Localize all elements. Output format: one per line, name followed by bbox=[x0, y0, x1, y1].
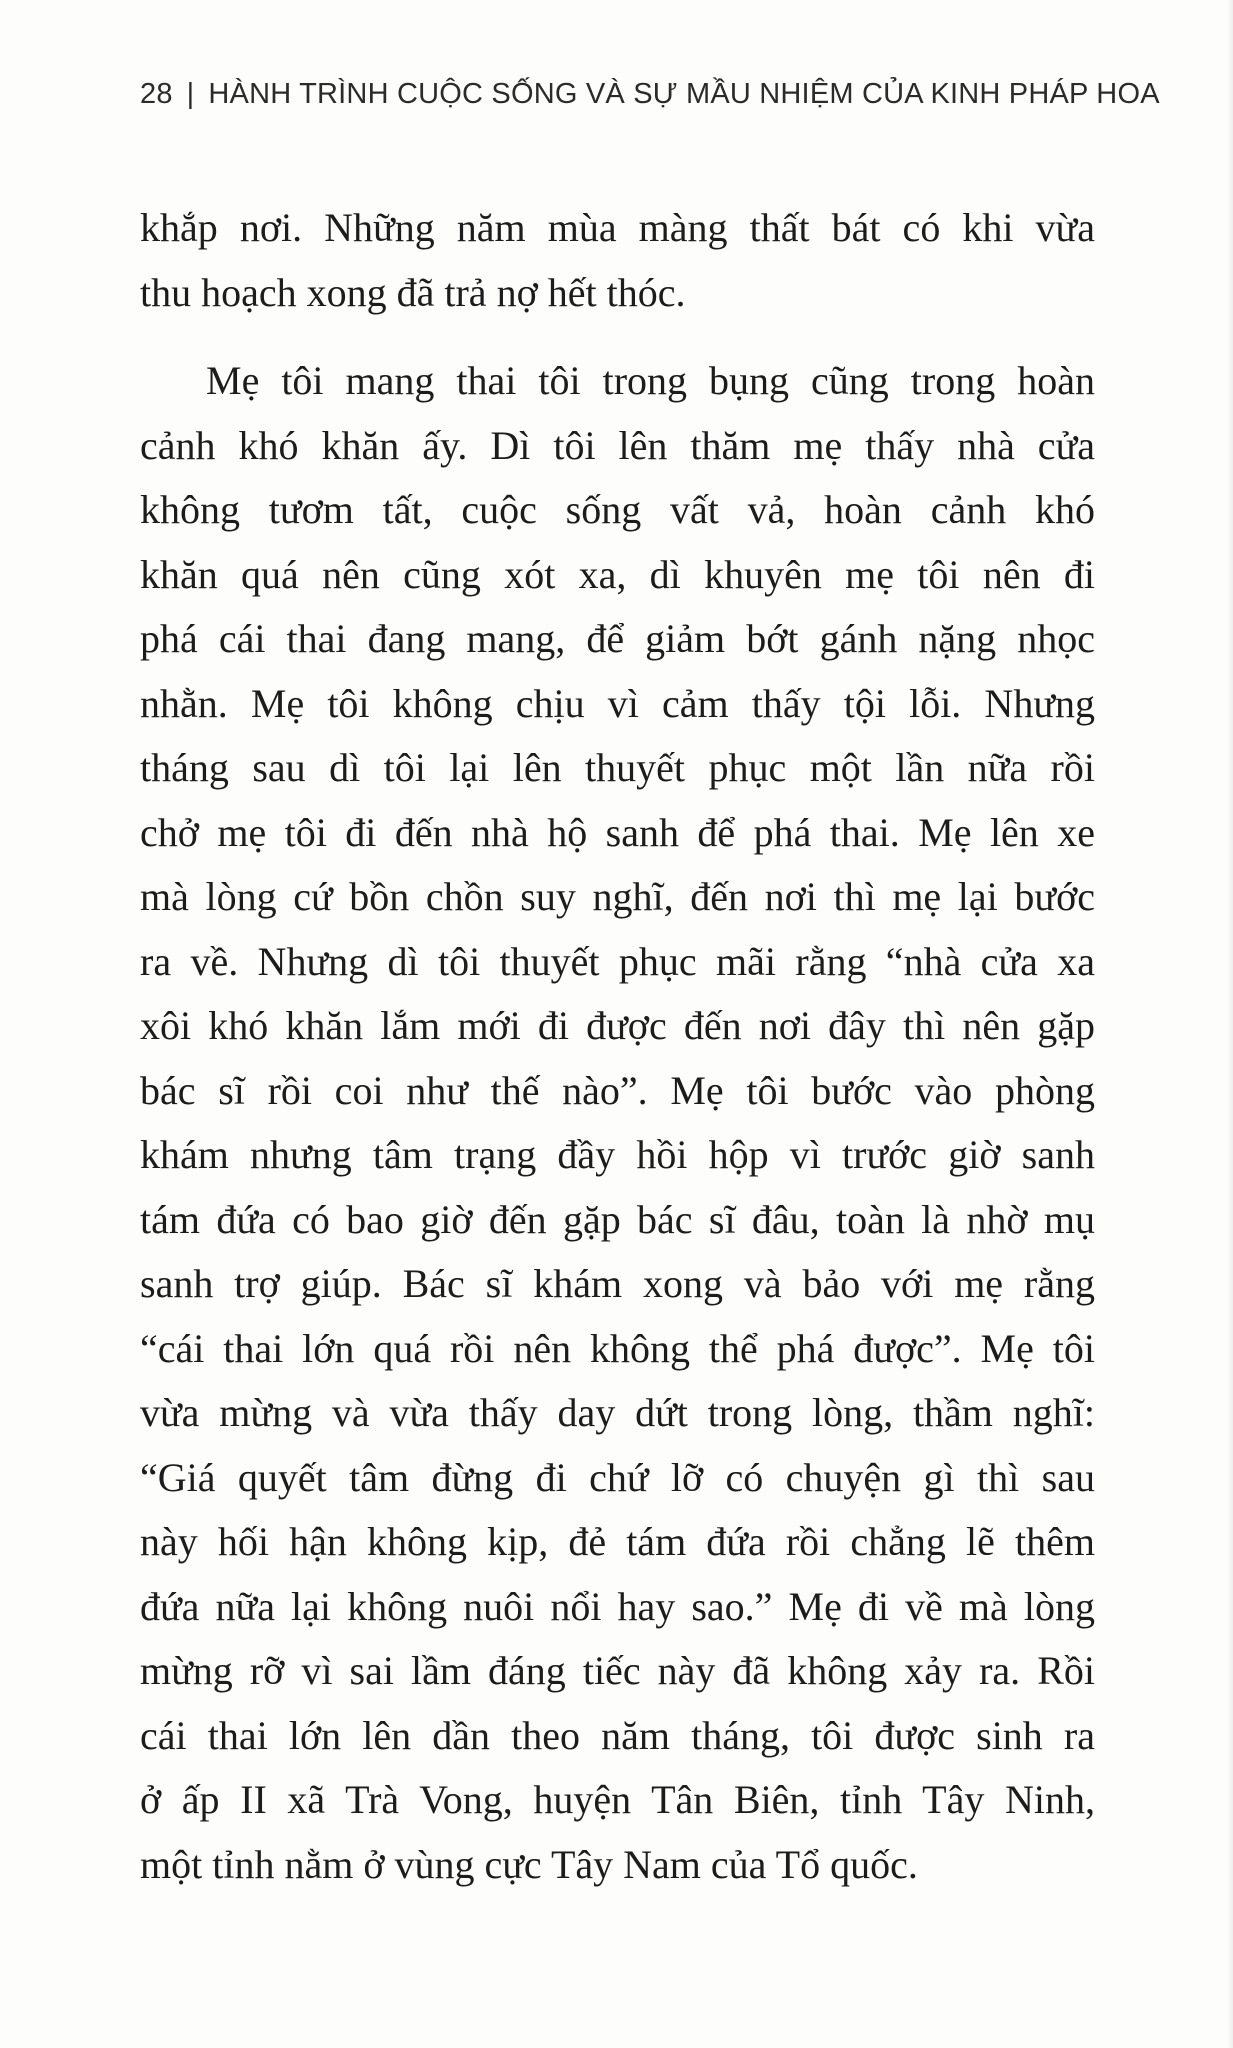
text-line: khám nhưng tâm trạng đầy hồi hộp vì trước giờ sanh bbox=[140, 1132, 1095, 1177]
header-separator: | bbox=[186, 78, 195, 110]
text-line: mừng rỡ vì sai lầm đáng tiếc này đã không xảy ra. Rồi bbox=[140, 1648, 1095, 1693]
body-text bbox=[140, 196, 1095, 1897]
text-line: cảnh khó khăn ấy. Dì tôi lên thăm mẹ thấy nhà cửa bbox=[140, 422, 1095, 468]
text-line: nhằn. Mẹ tôi không chịu vì cảm thấy tội lỗi. Nhưng bbox=[140, 680, 1095, 726]
text-line: đứa nữa lại không nuôi nổi hay sao.” Mẹ đi về mà lòng bbox=[140, 1583, 1095, 1629]
text-line: một tỉnh nằm ở vùng cực Tây Nam của Tổ quốc. bbox=[140, 1841, 918, 1887]
paragraph-1 bbox=[140, 196, 1095, 325]
text-line: khăn quá nên cũng xót xa, dì khuyên mẹ tôi nên đi bbox=[140, 551, 1095, 597]
paragraph-2 bbox=[140, 349, 1095, 1897]
text-line: chở mẹ tôi đi đến nhà hộ sanh để phá thai. Mẹ lên xe bbox=[140, 809, 1095, 855]
text-line: thu hoạch xong đã trả nợ hết thóc. bbox=[140, 269, 686, 315]
text-line: khắp nơi. Những năm mùa màng thất bát có khi vừa bbox=[140, 205, 1095, 250]
text-line: “cái thai lớn quá rồi nên không thể phá được”. Mẹ tôi bbox=[140, 1325, 1095, 1371]
text-line: tám đứa có bao giờ đến gặp bác sĩ đâu, toàn là nhờ mụ bbox=[140, 1196, 1095, 1242]
text-line: này hối hận không kịp, đẻ tám đứa rồi chẳng lẽ thêm bbox=[140, 1519, 1095, 1564]
text-line: cái thai lớn lên dần theo năm tháng, tôi được sinh ra bbox=[140, 1712, 1095, 1758]
paragraph-gap bbox=[140, 325, 1095, 349]
text-line: Mẹ tôi mang thai tôi trong bụng cũng trong hoàn bbox=[206, 358, 1095, 403]
text-line: “Giá quyết tâm đừng đi chứ lỡ có chuyện gì thì sau bbox=[140, 1454, 1095, 1500]
text-line: xôi khó khăn lắm mới đi được đến nơi đây thì nên gặp bbox=[140, 1003, 1095, 1048]
text-line: phá cái thai đang mang, để giảm bớt gánh nặng nhọc bbox=[140, 616, 1095, 661]
text-line: không tươm tất, cuộc sống vất vả, hoàn cảnh khó bbox=[140, 487, 1095, 532]
text-line: ở ấp II xã Trà Vong, huyện Tân Biên, tỉnh Tây Ninh, bbox=[140, 1777, 1095, 1822]
page-edge-shadow bbox=[1227, 0, 1233, 2048]
text-line: ra về. Nhưng dì tôi thuyết phục mãi rằng “nhà cửa xa bbox=[140, 938, 1095, 984]
text-line: vừa mừng và vừa thấy day dứt trong lòng, thầm nghĩ: bbox=[140, 1390, 1095, 1435]
text-line: sanh trợ giúp. Bác sĩ khám xong và bảo với mẹ rằng bbox=[140, 1261, 1095, 1306]
text-line: mà lòng cứ bồn chồn suy nghĩ, đến nơi thì mẹ lại bước bbox=[140, 874, 1095, 919]
text-line: tháng sau dì tôi lại lên thuyết phục một lần nữa rồi bbox=[140, 745, 1095, 790]
page-number: 28 bbox=[140, 78, 173, 110]
book-title: HÀNH TRÌNH CUỘC SỐNG VÀ SỰ MẦU NHIỆM CỦA KINH PHÁP HOA bbox=[208, 78, 1160, 110]
running-head bbox=[140, 74, 1160, 114]
text-line: bác sĩ rồi coi như thế nào”. Mẹ tôi bước vào phòng bbox=[140, 1067, 1095, 1113]
